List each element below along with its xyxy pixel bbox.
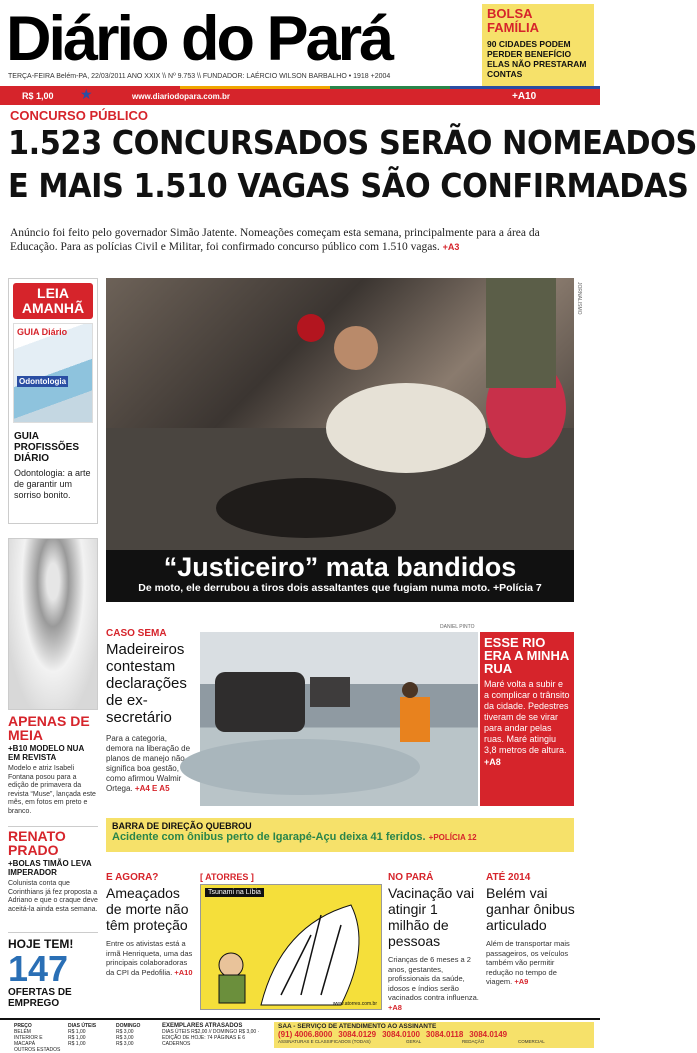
lead-headline-1[interactable]: 1.523 CONCURSADOS SERÃO NOMEADOS xyxy=(8,123,697,162)
supplement-ref[interactable]: +A10 xyxy=(512,91,537,102)
apenas-title: APENAS DE MEIA xyxy=(8,713,90,743)
apenas-text: Modelo e atriz Isabeli Fontana posou para a edição de primavera da revista “Muse”, lançada este mês, em fotos em preto e branco. xyxy=(8,765,96,815)
footer-phone-2[interactable]: 3084.0129 xyxy=(338,1030,377,1039)
masthead-info-line: TERÇA-FEIRA Belém-PA, 22/03/2011 ANO XXIX \\ Nº 9.753 \\ FUNDADOR: LAÉRCIO WILSON BARBALHO • 1918 +2004 xyxy=(8,73,391,80)
footer-domingo xyxy=(116,1023,152,1047)
footer-dias-label: DIAS ÚTEIS xyxy=(68,1023,97,1029)
rio-ref[interactable]: +A8 xyxy=(484,757,501,767)
caso-ref[interactable]: +A4 E A5 xyxy=(134,784,170,793)
footer-row-2: INTERIOR E MACAPÁ xyxy=(14,1035,43,1047)
footer-label-4: REDAÇÃO xyxy=(462,1039,485,1044)
barra-ref[interactable]: +POLÍCIA 12 xyxy=(428,833,477,842)
footer-atrasados-text: DIAS ÚTEIS R$2,00 // DOMINGO R$ 3,00 · EDIÇÃO DE HOJE: 74 PÁGINAS E 6 CADERNOS xyxy=(162,1029,260,1047)
main-caption-ref[interactable]: +Polícia 7 xyxy=(492,582,542,594)
main-caption-text: De moto, ele derrubou a tiros dois assaltantes que fugiam numa moto. xyxy=(138,582,491,594)
cartoon-illustration xyxy=(201,885,381,1009)
footer-saa[interactable] xyxy=(274,1022,594,1048)
footer-row-3: OUTROS ESTADOS xyxy=(14,1047,61,1053)
renato-title: RENATO PRADO xyxy=(8,828,66,858)
apenas-photo xyxy=(8,538,98,710)
footer-price-3: R$ 1,00 xyxy=(68,1041,86,1047)
caso-headline: Madeireiros contestam declarações de ex-secretário xyxy=(106,641,187,726)
leia-cover-label: GUIA Diário xyxy=(17,327,68,337)
footer-atrasados-title: EXEMPLARES ATRASADOS xyxy=(162,1023,243,1029)
hoje-box[interactable] xyxy=(8,932,98,1014)
leia-cover xyxy=(13,323,93,423)
price-label: R$ 1,00 xyxy=(22,91,54,101)
no-para[interactable] xyxy=(388,872,480,1012)
rio-title: ESSE RIO ERA A MINHA RUA xyxy=(484,635,569,676)
apenas-sub: +B10 MODELO NUA EM REVISTA xyxy=(8,744,84,762)
cartoon-label: [ ATORRES ] xyxy=(200,872,254,882)
renato-sub: +BOLAS TIMÃO LEVA IMPERADOR xyxy=(8,859,92,877)
barra-kicker: BARRA DE DIREÇÃO QUEBROU xyxy=(112,821,252,831)
main-photo-illustration xyxy=(106,278,574,550)
barra-headline: Acidente com ônibus perto de Igarapé-Açu deixa 41 feridos. xyxy=(112,831,426,843)
rio-photo[interactable] xyxy=(200,632,478,806)
masthead-title[interactable]: Diário do Pará xyxy=(6,4,392,74)
e-agora-headline: Ameaçados de morte não têm proteção xyxy=(106,885,189,933)
ate-headline: Belém vai ganhar ônibus articulado xyxy=(486,885,575,933)
renato-text: Colunista conta que Corinthians já fez proposta a Adriano e que o craque deve aceitá-la ainda esta semana. xyxy=(8,880,98,913)
website-link[interactable]: www.diariodopara.com.br xyxy=(132,92,230,101)
footer-domingo-label: DOMINGO xyxy=(116,1023,141,1029)
no-para-ref[interactable]: +A8 xyxy=(388,1002,402,1012)
lead-deck xyxy=(10,226,590,254)
no-para-text: Crianças de 6 meses a 2 anos, gestantes, profissionais da saúde, idosos e índios serão vacinados contra influenza. xyxy=(388,955,479,1002)
star-icon: ★ xyxy=(80,86,93,102)
ate-2014[interactable] xyxy=(486,872,576,1012)
cartoon-title: Tsunami na Líbia xyxy=(205,888,264,897)
e-agora-kicker: E AGORA? xyxy=(106,872,159,883)
renato-box[interactable] xyxy=(8,826,98,924)
masthead xyxy=(0,0,600,108)
footer-price-2: R$ 1,00 xyxy=(68,1035,86,1041)
no-para-kicker: NO PARÁ xyxy=(388,872,434,883)
footer-label-5: COMERCIAL xyxy=(518,1039,545,1044)
barra-box[interactable] xyxy=(106,818,574,852)
bolsa-text: 90 CIDADES PODEM PERDER BENEFÍCIO ELAS NÃO PRESTARAM CONTAS xyxy=(487,39,587,79)
hoje-title: HOJE TEM! xyxy=(8,937,74,951)
e-agora[interactable] xyxy=(106,872,196,1012)
footer-saa-title: SAA - SERVIÇO DE ATENDIMENTO AO ASSINANTE xyxy=(278,1023,437,1030)
footer-phone-1[interactable]: (91) 4006.8000 xyxy=(278,1030,333,1039)
leia-guide-title: GUIA PROFISSÕES DIÁRIO xyxy=(14,431,80,464)
leia-cover-sub: Odontologia xyxy=(19,377,67,386)
footer-price-1: R$ 1,00 xyxy=(68,1029,86,1035)
ate-ref[interactable]: +A9 xyxy=(514,977,529,986)
footer-dom-price-2: R$ 3,00 xyxy=(116,1035,134,1041)
main-caption-title: “Justiceiro” mata bandidos xyxy=(163,552,517,582)
footer-dom-price-3: R$ 3,00 xyxy=(116,1041,134,1047)
e-agora-text: Entre os ativistas está a irmã Henriqueta, uma das principais colaboradoras da CPI da Pedofilia. xyxy=(106,939,193,977)
footer xyxy=(0,1018,600,1053)
apenas-box[interactable] xyxy=(8,538,98,815)
bolsa-title: BOLSA FAMÍLIA xyxy=(487,6,539,35)
leia-guide-text: Odontologia: a arte de garantir um sorriso bonito. xyxy=(14,468,91,500)
lead-headline-2[interactable]: E MAIS 1.510 VAGAS SÃO CONFIRMADAS xyxy=(8,166,689,205)
ate-text: Além de transportar mais passageiros, os veículos também vão permitir redução no tempo de viagem. xyxy=(486,939,570,986)
no-para-headline: Vacinação vai atingir 1 milhão de pessoas xyxy=(388,885,475,949)
footer-label-1: ASSINATURAS E CLASSIFICADOS (TODAS) xyxy=(278,1039,371,1044)
caso-text: Para a categoria, demora na liberação de planos de manejo não significa boa gestão, como afirmou Walmir Ortega. xyxy=(106,734,191,793)
footer-preco-label: PREÇO xyxy=(14,1023,32,1029)
cartoon-box[interactable] xyxy=(200,872,382,1014)
footer-phone-3[interactable]: 3084.0100 xyxy=(382,1030,420,1039)
footer-preco xyxy=(14,1023,64,1053)
leia-header: LEIA AMANHÃ xyxy=(13,283,93,319)
e-agora-ref[interactable]: +A10 xyxy=(174,967,193,977)
footer-row-1: BELÉM xyxy=(14,1029,31,1035)
footer-phone-5[interactable]: 3084.0149 xyxy=(469,1030,508,1039)
cartoon-panel xyxy=(200,884,382,1010)
rio-text: Maré volta a subir e a complicar o trânsito da cidade. Pedestres tiveram de se virar para andar pelas ruas. Maré atingiu 3,8 metros de altura. xyxy=(484,679,570,755)
rio-photo-illustration xyxy=(200,632,478,806)
lead-ref[interactable]: +A3 xyxy=(442,242,460,252)
footer-dias xyxy=(68,1023,104,1047)
footer-dom-price-1: R$ 3,00 xyxy=(116,1029,134,1035)
caso-sema[interactable] xyxy=(106,628,196,808)
lead-deck-text: Anúncio foi feito pelo governador Simão Jatente. Nomeações começam esta semana, principalmente para a área da Educação. Para as polícias Civil e Militar, foi confirmado concurso público com 1.510 vagas. xyxy=(10,227,540,253)
lead-kicker: CONCURSO PÚBLICO xyxy=(10,108,148,123)
ate-kicker: ATÉ 2014 xyxy=(486,872,531,883)
leia-box[interactable] xyxy=(8,278,98,524)
footer-atrasados xyxy=(162,1023,272,1047)
rio-credit: DANIEL PINTO xyxy=(440,624,475,630)
cartoon-signature: www.atorres.com.br xyxy=(332,1001,377,1007)
footer-phone-4[interactable]: 3084.0118 xyxy=(425,1030,464,1039)
caso-kicker: CASO SEMA xyxy=(106,628,167,639)
footer-label-3: GERAL xyxy=(406,1039,422,1044)
hoje-sub: OFERTAS DE EMPREGO xyxy=(8,987,72,1009)
main-photo-caption[interactable] xyxy=(106,550,574,602)
photo-credit: JORNALISMO xyxy=(576,282,582,315)
main-photo[interactable] xyxy=(106,278,574,550)
bolsa-teaser[interactable] xyxy=(482,4,594,86)
hoje-number: 147 xyxy=(8,948,69,989)
rio-box[interactable] xyxy=(480,632,574,806)
